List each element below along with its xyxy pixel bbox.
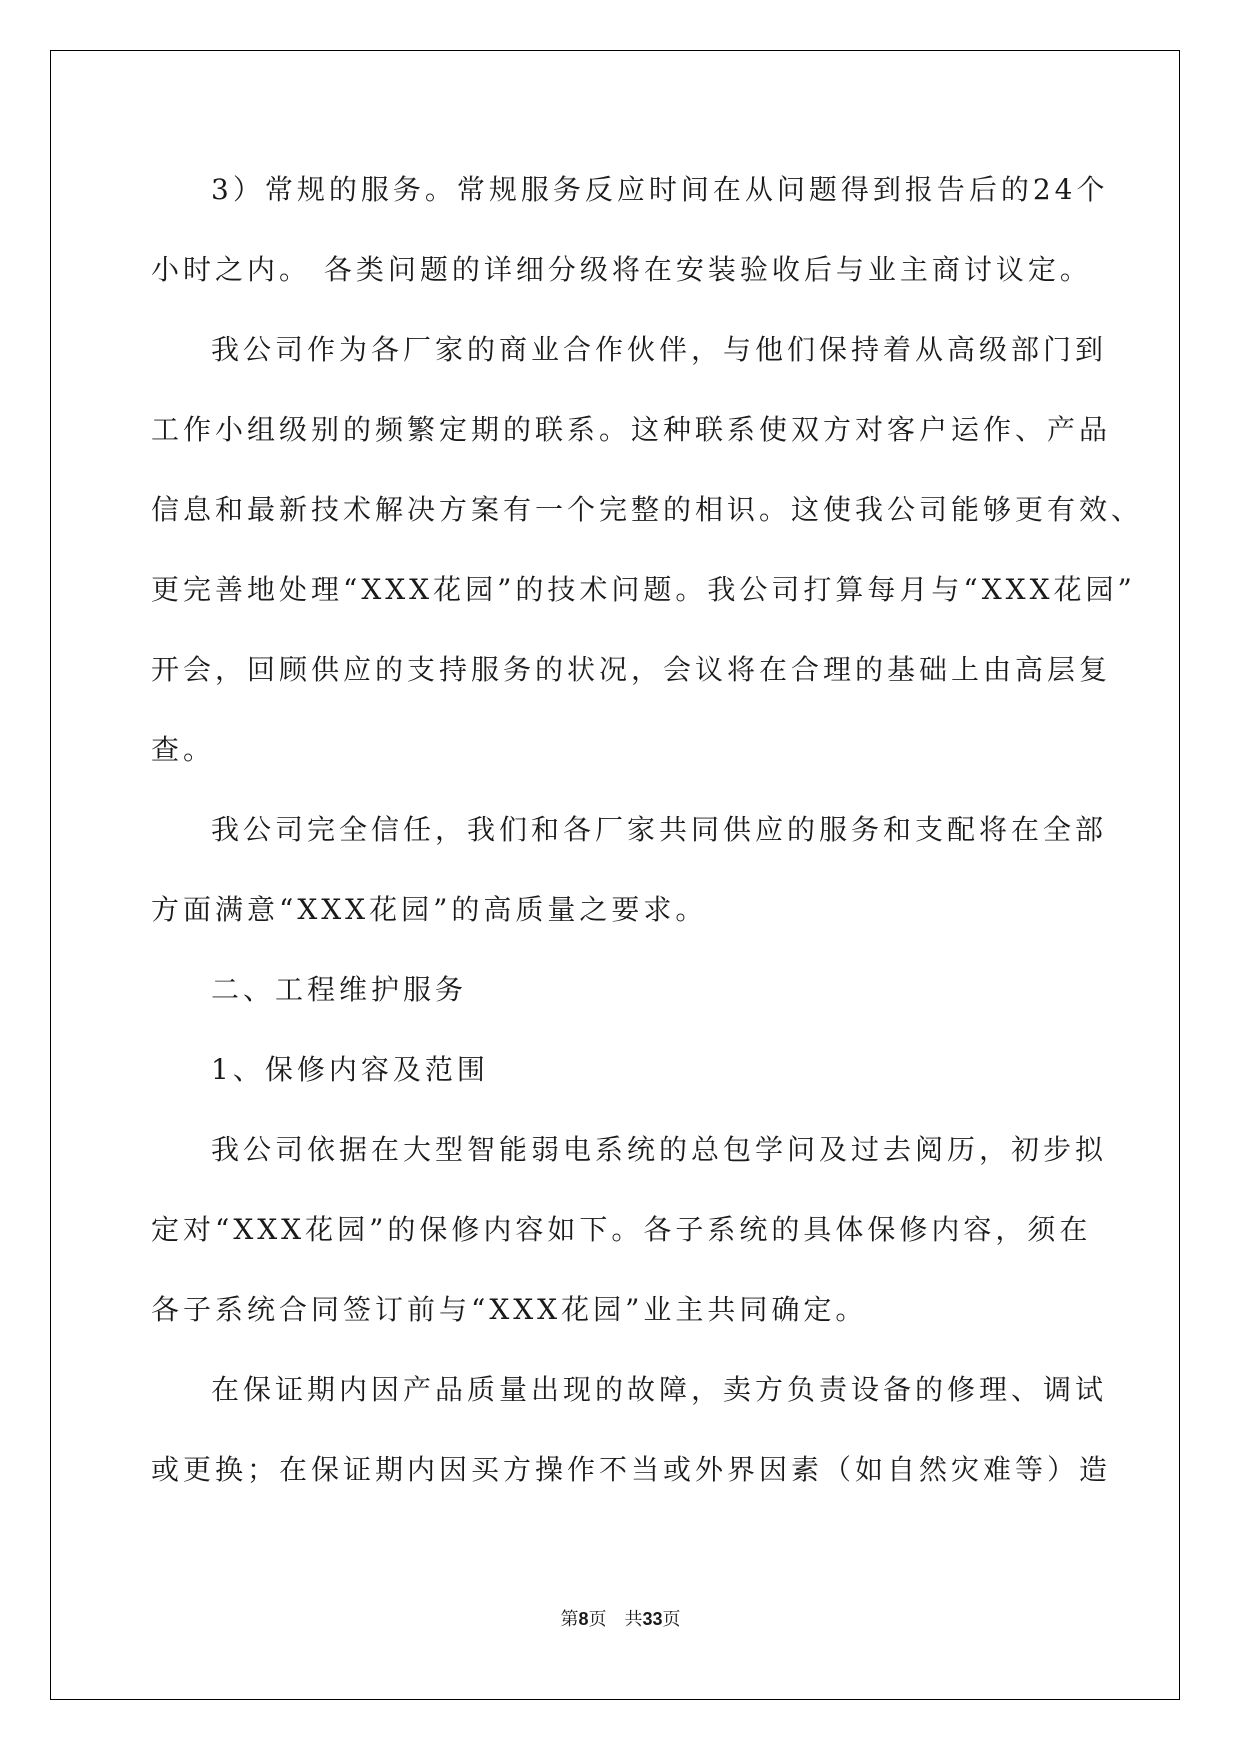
paragraph-line: 方面满意“XXX花园”的高质量之要求。 — [151, 893, 708, 926]
current-page-number: 8 — [578, 1609, 589, 1629]
paragraph-line: 在保证期内因产品质量出现的故障，卖方负责设备的修理、调试 — [211, 1373, 1108, 1406]
paragraph-line: 信息和最新技术解决方案有一个完整的相识。这使我公司能够更有效、 — [151, 493, 1144, 526]
total-pages-number: 33 — [642, 1609, 663, 1629]
paragraph-line: 定对“XXX花园”的保修内容如下。各子系统的具体保修内容，须在 — [151, 1213, 1092, 1246]
paragraph-line: 开会，回顾供应的支持服务的状况，会议将在合理的基础上由高层复 — [151, 653, 1112, 686]
paragraph-line: 各子系统合同签订前与“XXX花园”业主共同确定。 — [151, 1293, 868, 1326]
paragraph-line: 小时之内。 各类问题的详细分级将在安装验收后与业主商讨议定。 — [151, 253, 1092, 286]
paragraph-line: 工作小组级别的频繁定期的联系。这种联系使双方对客户运作、产品 — [151, 413, 1112, 446]
subsection-heading: 1、保修内容及范围 — [211, 1053, 489, 1086]
document-body — [151, 162, 1144, 1522]
page-footer — [0, 1605, 1241, 1631]
paragraph-line: 我公司完全信任，我们和各厂家共同供应的服务和支配将在全部 — [211, 813, 1108, 846]
footer-total-prefix: 共 — [624, 1609, 643, 1630]
paragraph-line: 或更换；在保证期内因买方操作不当或外界因素（如自然灾难等）造 — [151, 1453, 1112, 1486]
footer-suffix: 页 — [662, 1609, 681, 1630]
section-heading: 二、工程维护服务 — [211, 973, 468, 1006]
paragraph-line: 3）常规的服务。常规服务反应时间在从问题得到报告后的24个 — [211, 173, 1109, 206]
paragraph-line: 我公司依据在大型智能弱电系统的总包学问及过去阅历，初步拟 — [211, 1133, 1108, 1166]
footer-prefix: 第 — [560, 1609, 579, 1630]
paragraph-line: 查。 — [151, 733, 216, 766]
paragraph-line: 我公司作为各厂家的商业合作伙伴，与他们保持着从高级部门到 — [211, 333, 1108, 366]
footer-page-label: 页 — [588, 1609, 607, 1630]
paragraph-line: 更完善地处理“XXX花园”的技术问题。我公司打算每月与“XXX花园” — [151, 573, 1136, 606]
